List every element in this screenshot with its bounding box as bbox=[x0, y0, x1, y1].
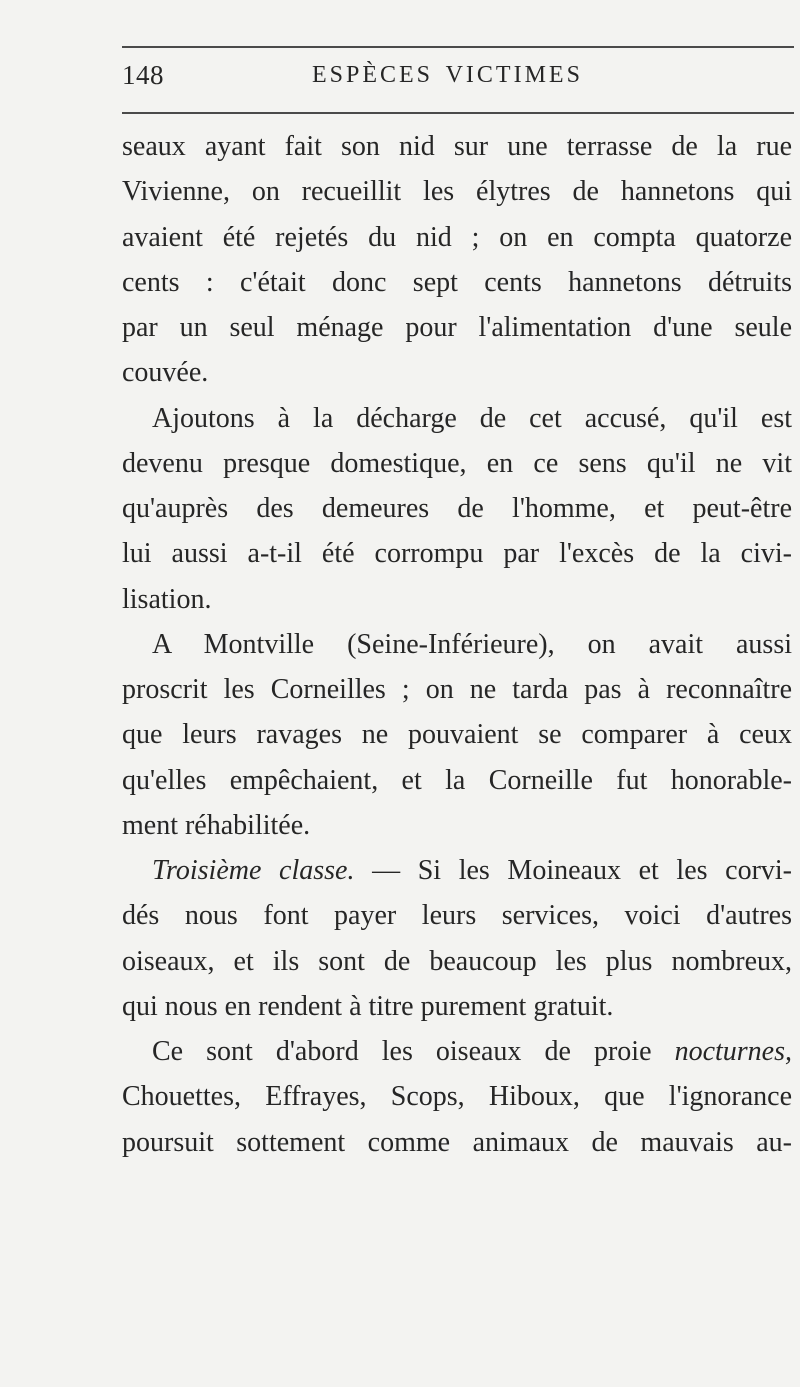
text-line: Chouettes, Effrayes, Scops, Hiboux, que l'ignorance bbox=[122, 1081, 792, 1113]
text-line: par un seul ménage pour l'alimentation d'une seule bbox=[122, 312, 792, 343]
text-line bbox=[122, 1029, 792, 1074]
text-line: A Montville (Seine-Inférieure), on avait aussi bbox=[152, 628, 792, 660]
page-number: 148 bbox=[122, 60, 164, 90]
text-line: ment réhabilitée. bbox=[122, 809, 311, 841]
italic-heading: Troisième classe. bbox=[152, 855, 355, 886]
text-line: cents : c'était donc sept cents hannetons détruits bbox=[122, 266, 792, 298]
text-line: devenu presque domestique, en ce sens qu'il ne vit bbox=[122, 447, 792, 479]
header-bottom-rule bbox=[122, 112, 794, 114]
text-line: oiseaux, et ils sont de beaucoup les plus nombreux, bbox=[122, 945, 792, 977]
text-line: lisation. bbox=[122, 583, 212, 615]
text-line: avaient été rejetés du nid ; on en compta quatorze bbox=[122, 221, 792, 253]
text-line: poursuit sottement comme animaux de mauvais au- bbox=[122, 1126, 792, 1158]
running-title: ESPÈCES VICTIMES bbox=[312, 62, 583, 88]
text-run: — Si les Moineaux et les corvi- bbox=[354, 855, 792, 886]
text-line: lui aussi a-t-il été corrompu par l'excès de la civi- bbox=[122, 538, 792, 570]
text-line: couvée. bbox=[122, 357, 209, 389]
text-line: Ajoutons à la décharge de cet accusé, qu'il est bbox=[152, 402, 792, 434]
text-line: Vivienne, on recueillit les élytres de hannetons qui bbox=[122, 176, 792, 208]
text-line bbox=[122, 848, 792, 893]
text-line: qu'elles empêchaient, et la Corneille fut honorable- bbox=[122, 764, 792, 796]
page-header bbox=[122, 58, 794, 98]
text-line: dés nous font payer leurs services, voici d'autres bbox=[122, 900, 792, 932]
body-text bbox=[122, 124, 792, 1165]
header-top-rule bbox=[122, 46, 794, 48]
text-line: qui nous en rendent à titre purement gratuit. bbox=[122, 990, 614, 1022]
text-line: proscrit les Corneilles ; on ne tarda pas à reconnaître bbox=[122, 674, 792, 705]
text-line: que leurs ravages ne pouvaient se comparer à ceux bbox=[122, 719, 792, 751]
text-line: qu'auprès des demeures de l'homme, et peut-être bbox=[122, 493, 792, 524]
text-line: seaux ayant fait son nid sur une terrasse de la rue bbox=[122, 131, 792, 162]
italic-word: nocturnes, bbox=[674, 1036, 792, 1067]
text-run: Ce sont d'abord les oiseaux de proie bbox=[152, 1036, 675, 1067]
